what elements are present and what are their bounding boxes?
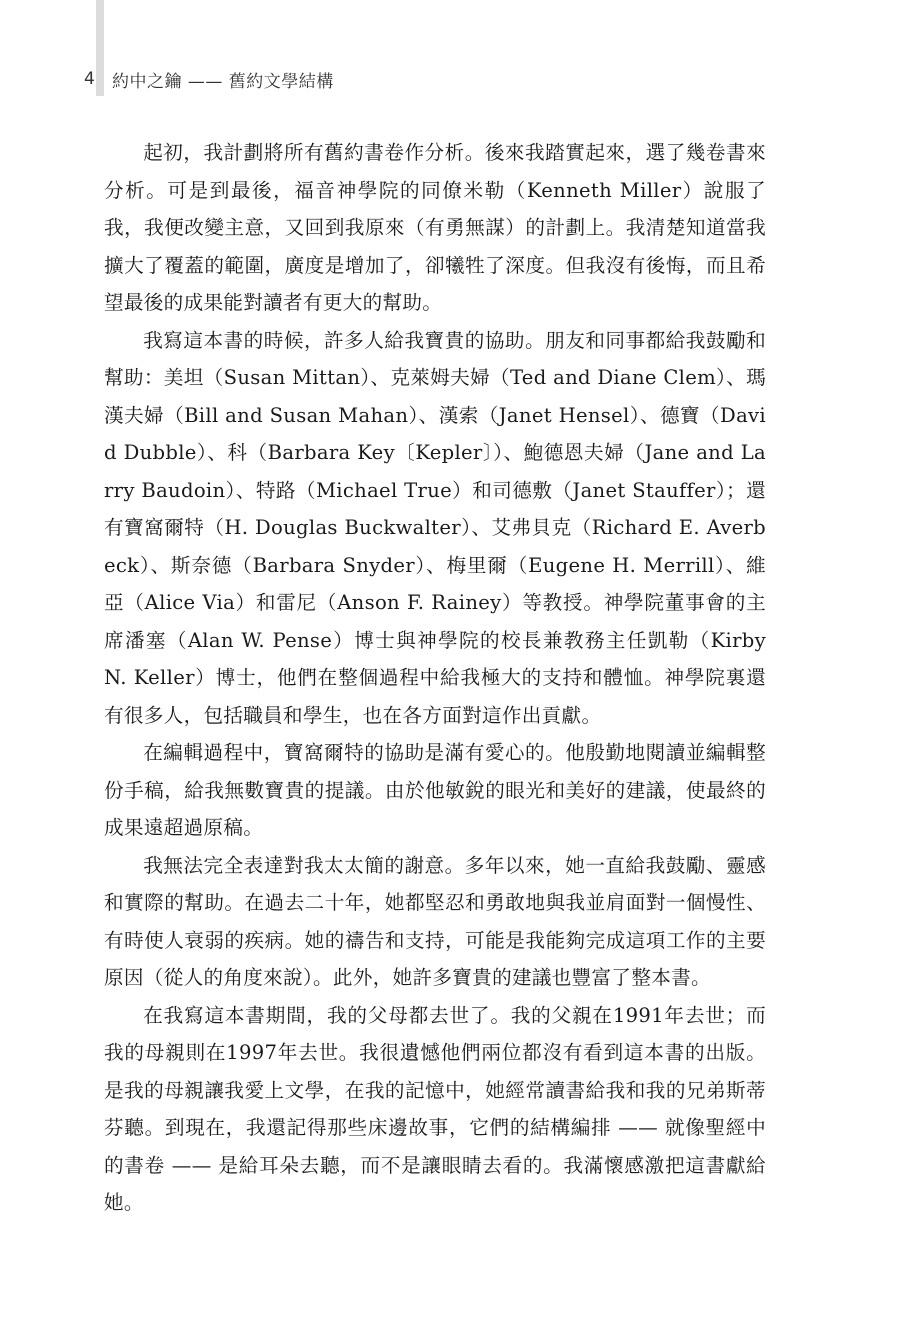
paragraph: 我寫這本書的時候，許多人給我寶貴的協助。朋友和同事都給我鼓勵和幫助：美坦（Susan Mittan）、克萊姆夫婦（Ted and Diane Clem）、瑪漢夫婦（Bill and Susan Mahan）、漢索（Janet Hensel）、德寶（David Dubble）、科（Barbara Key〔Kepler〕）、鮑德恩夫婦（Jane and Larry Baudoin）、特路（Michael True）和司德敷（Janet Stauffer）；還有寶窩爾特（H. Douglas Buckwalter）、艾弗貝克（Richard E. Averbeck）、斯奈德（Barbara Snyder）、梅里爾（Eugene H. Merrill）、維亞（Alice Via）和雷尼（Anson F. Rainey）等教授。神學院董事會的主席潘塞（Alan W. Pense）博士與神學院的校長兼教務主任凱勒（Kirby N. Keller）博士，他們在整個過程中給我極大的支持和體恤。神學院裏還有很多人，包括職員和學生，也在各方面對這作出貢獻。 (104, 328, 766, 727)
page-number: 4 (84, 69, 95, 89)
paragraph: 在我寫這本書期間，我的父母都去世了。我的父親在1991年去世；而我的母親則在1997年去世。我很遺憾他們兩位都沒有看到這本書的出版。是我的母親讓我愛上文學，在我的記憶中，她經常讀書給我和我的兄弟斯蒂芬聽。到現在，我還記得那些床邊故事，它們的結構編排 —— 就像聖經中的書卷 —— 是給耳朵去聽，而不是讓眼睛去看的。我滿懷感激把這書獻給她。 (104, 1003, 766, 1214)
body-text (104, 134, 766, 1222)
paragraph: 我無法完全表達對我太太簡的謝意。多年以來，她一直給我鼓勵、靈感和實際的幫助。在過去二十年，她都堅忍和勇敢地與我並肩面對一個慢性、有時使人衰弱的疾病。她的禱告和支持，可能是我能夠完成這項工作的主要原因（從人的角度來說）。此外，她許多寶貴的建議也豐富了整本書。 (104, 853, 766, 989)
running-head (84, 66, 334, 92)
running-title: 約中之鑰 —— 舊約文學結構 (112, 71, 334, 92)
paragraph: 在編輯過程中，寶窩爾特的協助是滿有愛心的。他殷勤地閱讀並編輯整份手稿，給我無數寶貴的提議。由於他敏銳的眼光和美好的建議，使最終的成果遠超過原稿。 (104, 741, 766, 839)
paragraph: 起初，我計劃將所有舊約書卷作分析。後來我踏實起來，選了幾卷書來分析。可是到最後，福音神學院的同僚米勒（Kenneth Miller）說服了我，我便改變主意，又回到我原來（有勇無謀）的計劃上。我清楚知道當我擴大了覆蓋的範圍，廣度是增加了，卻犧牲了深度。但我沒有後悔，而且希望最後的成果能對讀者有更大的幫助。 (104, 141, 766, 314)
